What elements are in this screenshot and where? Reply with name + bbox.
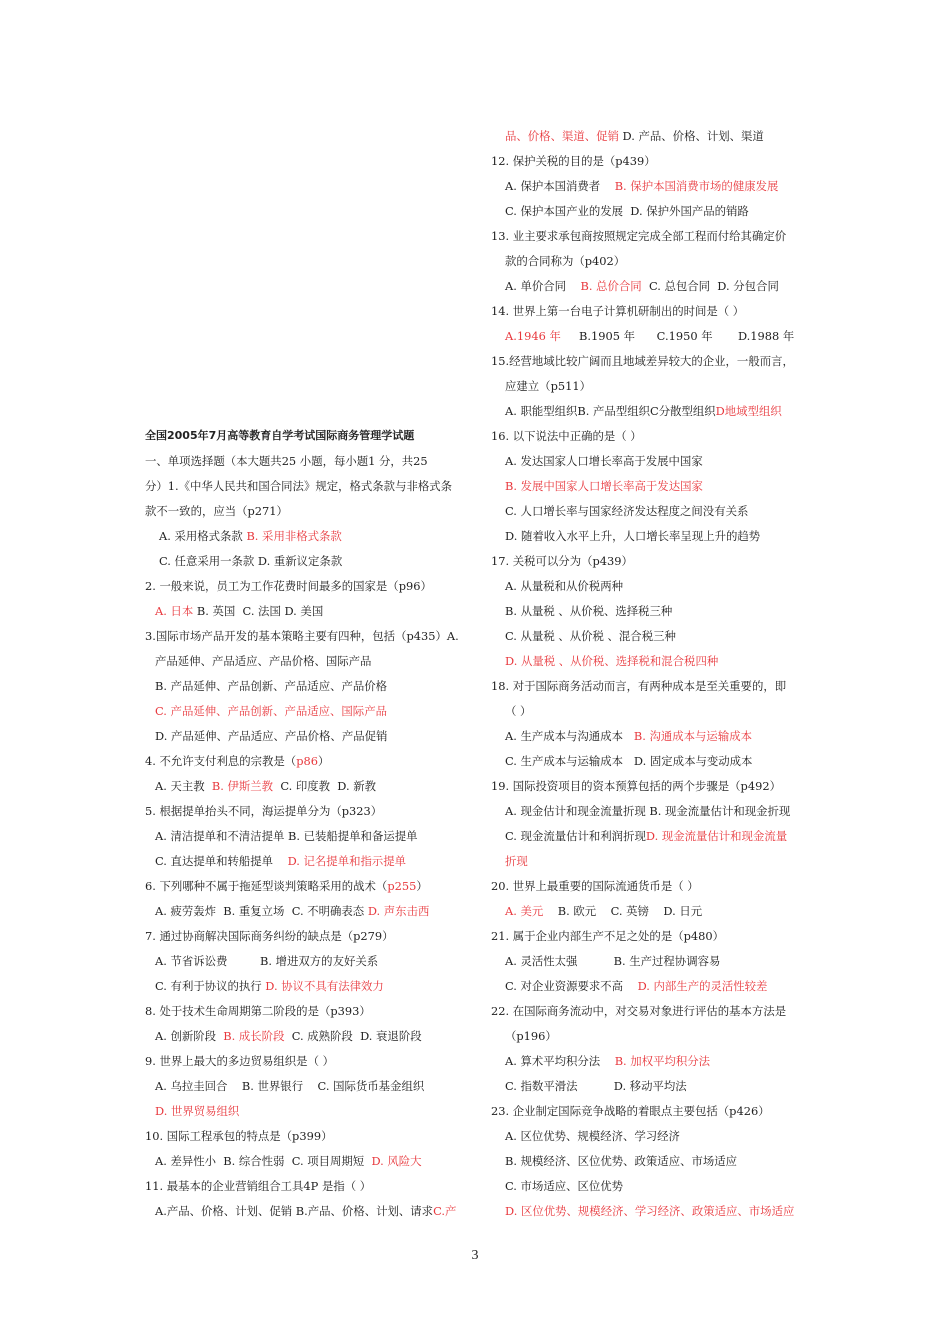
text-line [145, 426, 470, 451]
text-line [491, 1126, 816, 1151]
text-line [145, 626, 470, 651]
text-line [145, 1201, 470, 1226]
question-text: 23. 企业制定国际竞争战略的着眼点主要包括（p426） [491, 1104, 770, 1118]
answer-text: D. 从量税 、从价税、选择税和混合税四种 [505, 654, 719, 668]
text-line [145, 1076, 470, 1101]
text-line [145, 676, 470, 701]
question-text: 21. 属于企业内部生产不足之处的是（p480） [491, 929, 725, 943]
text-line [491, 351, 816, 376]
question-text: D. 产品、价格、计划、渠道 [618, 129, 764, 143]
text-line [491, 1076, 816, 1101]
question-text: C. 市场适应、区位优势 [505, 1179, 624, 1193]
text-line [145, 1026, 470, 1051]
text-line [491, 676, 816, 701]
question-text: A. 差异性小 B. 综合性弱 C. 项目周期短 [155, 1154, 372, 1168]
text-line [491, 776, 816, 801]
question-text: A. 天主教 [155, 779, 212, 793]
question-text: （p196） [505, 1029, 557, 1043]
text-line [491, 551, 816, 576]
question-text: ） [317, 754, 330, 768]
answer-text: 品、价格、渠道、促销 [505, 129, 619, 143]
text-line [145, 726, 470, 751]
answer-text: B. 沟通成本与运输成本 [633, 729, 752, 743]
text-line [491, 1201, 816, 1226]
answer-text: A. 美元 [505, 904, 544, 918]
question-text: D. 随着收入水平上升，人口增长率呈现上升的趋势 [505, 529, 761, 543]
text-line [491, 226, 816, 251]
question-text: 11. 最基本的企业营销组合工具4P 是指（ ） [145, 1179, 372, 1193]
text-line [491, 276, 816, 301]
text-line [491, 626, 816, 651]
question-text: C. 从量税 、从价税 、混合税三种 [505, 629, 676, 643]
text-line [145, 1001, 470, 1026]
answer-text: D. 内部生产的灵活性较差 [637, 979, 768, 993]
question-text: B. 从量税 、从价税、选择税三种 [505, 604, 673, 618]
question-text: 9. 世界上最大的多边贸易组织是（ ） [145, 1054, 334, 1068]
answer-text: A.1946 年 [505, 329, 561, 343]
question-text: A. 算术平均积分法 [505, 1054, 615, 1068]
text-line [145, 951, 470, 976]
question-text: 22. 在国际商务流动中，对交易对象进行评估的基本方法是 [491, 1004, 787, 1018]
text-line [145, 526, 470, 551]
text-line [145, 801, 470, 826]
question-text: B. 英国 C. 法国 D. 美国 [193, 604, 324, 618]
text-line [145, 1176, 470, 1201]
text-line [145, 926, 470, 951]
question-text: A. 区位优势、规模经济、学习经济 [505, 1129, 680, 1143]
answer-text: D. 协议不具有法律效力 [265, 979, 384, 993]
text-line [145, 551, 470, 576]
text-line [145, 451, 470, 476]
text-line [491, 1151, 816, 1176]
text-line [145, 751, 470, 776]
answer-text: B. 成长阶段 [223, 1029, 285, 1043]
text-line [491, 151, 816, 176]
text-line [491, 976, 816, 1001]
question-text: A. 职能型组织B. 产品型组织C分散型组织 [505, 404, 716, 418]
text-line [491, 401, 816, 426]
question-text: C. 生产成本与运输成本 D. 固定成本与变动成本 [505, 754, 753, 768]
text-line [491, 1001, 816, 1026]
answer-text: C.产 [433, 1204, 457, 1218]
question-text: C. 成熟阶段 D. 衰退阶段 [284, 1029, 422, 1043]
question-text: 20. 世界上最重要的国际流通货币是（ ） [491, 879, 699, 893]
text-line [491, 326, 816, 351]
question-text: C. 指数平滑法 D. 移动平均法 [505, 1079, 687, 1093]
question-text: A. 单价合同 [505, 279, 581, 293]
question-text: C. 有利于协议的执行 [155, 979, 266, 993]
text-line [491, 826, 816, 851]
question-text: C. 对企业资源要求不高 [505, 979, 638, 993]
text-line [145, 976, 470, 1001]
text-line [491, 701, 816, 726]
text-line [145, 601, 470, 626]
question-text: B.1905 年 C.1950 年 D.1988 年 [560, 329, 795, 343]
question-text: C. 直达提单和转船提单 [155, 854, 288, 868]
left-column [145, 426, 470, 1226]
question-text: C. 人口增长率与国家经济发达程度之间没有关系 [505, 504, 749, 518]
question-text: A. 保护本国消费者 [505, 179, 615, 193]
text-line [491, 476, 816, 501]
question-text: A. 创新阶段 [155, 1029, 224, 1043]
text-line [491, 851, 816, 876]
question-text: 4. 不允许支付利息的宗教是（ [145, 754, 297, 768]
question-text: 15.经营地域比较广阔而且地域差异较大的企业，一般而言， [491, 354, 794, 368]
text-line [491, 301, 816, 326]
text-line [491, 376, 816, 401]
answer-text: D. 世界贸易组织 [155, 1104, 240, 1118]
answer-text: D. 区位优势、规模经济、学习经济、政策适应、市场适应 [505, 1204, 795, 1218]
text-line [491, 1026, 816, 1051]
question-text: A. 清洁提单和不清洁提单 B. 已装船提单和备运提单 [155, 829, 418, 843]
text-line [491, 601, 816, 626]
question-text: A.产品、价格、计划、促销 B.产品、价格、计划、请求 [155, 1204, 434, 1218]
text-line [145, 851, 470, 876]
text-line [491, 1176, 816, 1201]
text-line [491, 901, 816, 926]
text-line [145, 876, 470, 901]
text-line [491, 876, 816, 901]
question-text: B. 产品延伸、产品创新、产品适应、产品价格 [155, 679, 388, 693]
question-text: C. 印度教 D. 新教 [273, 779, 377, 793]
answer-text: D. 声东击西 [367, 904, 430, 918]
question-text: A. 生产成本与沟通成本 [505, 729, 634, 743]
text-line [145, 1051, 470, 1076]
question-text: 19. 国际投资项目的资本预算包括的两个步骤是（p492） [491, 779, 781, 793]
text-line [491, 126, 816, 151]
text-line [145, 501, 470, 526]
text-line [491, 201, 816, 226]
text-line [145, 826, 470, 851]
text-line [491, 576, 816, 601]
question-text: 分）1.《中华人民共和国合同法》规定，格式条款与非格式条 [145, 479, 453, 493]
text-line [491, 751, 816, 776]
text-line [145, 576, 470, 601]
question-text: 一、单项选择题（本大题共25 小题，每小题1 分，共25 [145, 454, 428, 468]
question-text: 10. 国际工程承包的特点是（p399） [145, 1129, 333, 1143]
question-text: C. 现金流量估计和利润折现 [505, 829, 646, 843]
text-line [491, 651, 816, 676]
answer-text: B. 总价合同 [580, 279, 642, 293]
answer-text: A. 日本 [155, 604, 194, 618]
answer-text: 折现 [505, 854, 528, 868]
text-line [145, 901, 470, 926]
text-line [145, 776, 470, 801]
question-text: 16. 以下说法中正确的是（ ） [491, 429, 642, 443]
answer-text: B. 伊斯兰教 [211, 779, 274, 793]
question-text: C. 保护本国产业的发展 D. 保护外国产品的销路 [505, 204, 749, 218]
answer-text: p255 [387, 879, 417, 893]
answer-text: D. 现金流量估计和现金流量 [645, 829, 788, 843]
text-line [491, 926, 816, 951]
question-text: 8. 处于技术生命周期第二阶段的是（p393） [145, 1004, 371, 1018]
answer-text: B. 采用非格式条款 [246, 529, 342, 543]
text-line [491, 1101, 816, 1126]
text-line [145, 1101, 470, 1126]
page-number: 3 [471, 1248, 479, 1263]
text-line [145, 476, 470, 501]
question-text: A. 发达国家人口增长率高于发展中国家 [505, 454, 703, 468]
answer-text: B. 保护本国消费市场的健康发展 [614, 179, 779, 193]
question-text: A. 乌拉圭回合 B. 世界银行 C. 国际货币基金组织 [155, 1079, 425, 1093]
question-text: A. 灵活性太强 B. 生产过程协调容易 [505, 954, 721, 968]
question-text: B. 规模经济、区位优势、政策适应、市场适应 [505, 1154, 738, 1168]
question-text: 应建立（p511） [505, 379, 591, 393]
question-text: ） [416, 879, 428, 893]
question-text: 17. 关税可以分为（p439） [491, 554, 633, 568]
question-text: 产品延伸、产品适应、产品价格、国际产品 [155, 654, 372, 668]
answer-text: D. 风险大 [371, 1154, 422, 1168]
question-text: A. 采用格式条款 [159, 529, 247, 543]
question-text: A. 节省诉讼费 B. 增进双方的友好关系 [155, 954, 379, 968]
text-line [491, 726, 816, 751]
answer-text: p86 [296, 754, 318, 768]
question-text: 5. 根据提单抬头不同，海运提单分为（p323） [145, 804, 383, 818]
question-text: A. 现金估计和现金流量折现 B. 现金流量估计和现金折现 [505, 804, 791, 818]
answer-text: B. 加权平均积分法 [614, 1054, 711, 1068]
question-text: 18. 对于国际商务活动而言，有两种成本是至关重要的，即 [491, 679, 787, 693]
question-text: A. 疲劳轰炸 B. 重复立场 C. 不明确表态 [155, 904, 368, 918]
question-text: 14. 世界上第一台电子计算机研制出的时间是（ ） [491, 304, 745, 318]
text-line [145, 701, 470, 726]
text-line [491, 426, 816, 451]
text-line [491, 951, 816, 976]
text-line [145, 1151, 470, 1176]
answer-text: C. 产品延伸、产品创新、产品适应、国际产品 [155, 704, 387, 718]
question-text: 3.国际市场产品开发的基本策略主要有四种，包括（p435）A. [145, 629, 459, 643]
question-text: 2. 一般来说，员工为工作花费时间最多的国家是（p96） [145, 579, 432, 593]
text-line [491, 1051, 816, 1076]
question-text: 13. 业主要求承包商按照规定完成全部工程而付给其确定价 [491, 229, 787, 243]
text-line [491, 526, 816, 551]
text-line [491, 501, 816, 526]
question-text: A. 从量税和从价税两种 [505, 579, 623, 593]
question-text: 全国2005年7月高等教育自学考试国际商务管理学试题 [145, 429, 415, 442]
text-line [145, 1126, 470, 1151]
question-text: （ ） [505, 704, 532, 718]
question-text: B. 欧元 C. 英镑 D. 日元 [543, 904, 703, 918]
text-line [491, 801, 816, 826]
answer-text: D. 记名提单和指示提单 [287, 854, 407, 868]
text-line [491, 451, 816, 476]
right-column [491, 126, 816, 1226]
question-text: C. 任意采用一条款 D. 重新议定条款 [159, 554, 343, 568]
answer-text: D地域型组织 [715, 404, 782, 418]
question-text: 款的合同称为（p402） [505, 254, 626, 268]
question-text: 7. 通过协商解决国际商务纠纷的缺点是（p279） [145, 929, 394, 943]
text-line [491, 176, 816, 201]
question-text: C. 总包合同 D. 分包合同 [641, 279, 779, 293]
question-text: 6. 下列哪种不属于拖延型谈判策略采用的战术（ [145, 879, 388, 893]
text-line [145, 651, 470, 676]
answer-text: B. 发展中国家人口增长率高于发达国家 [505, 479, 703, 493]
question-text: 款不一致的，应当（p271） [145, 504, 288, 518]
question-text: D. 产品延伸、产品适应、产品价格、产品促销 [155, 729, 388, 743]
question-text: 12. 保护关税的目的是（p439） [491, 154, 656, 168]
text-line [491, 251, 816, 276]
